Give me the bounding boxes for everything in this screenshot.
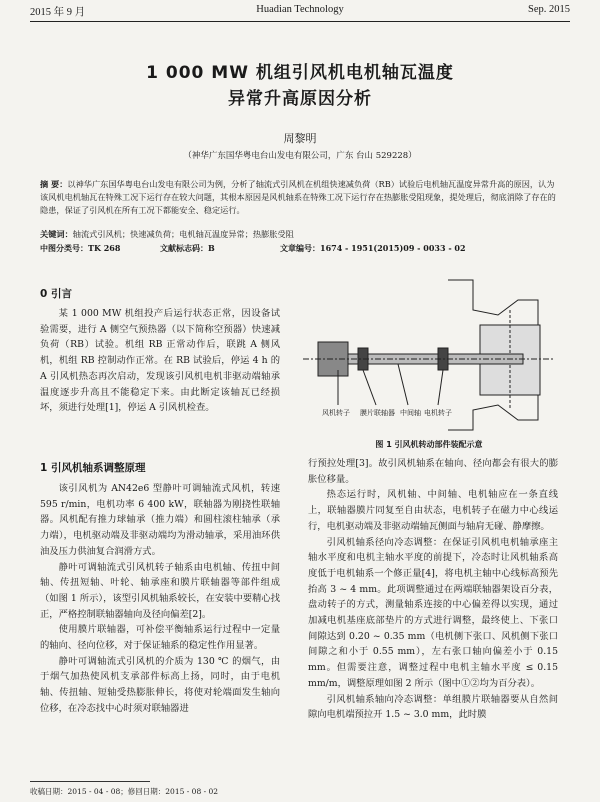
- thermal-expansion-paragraph: 静叶可调轴流式引风机的介质为 130 ℃ 的烟气，由于烟气加热使风机支承部件标高上扬，同时，由于电机轴、传扭轴、短轴受热膨胀伸长，将使对轮端面发生轴向位移，在冷态找中心时须对联轴器进: [40, 655, 280, 714]
- keywords-label: 关键词：: [40, 229, 73, 239]
- paper-title-line-2: 异常升高原因分析: [228, 89, 372, 109]
- header-date-en: Sep. 2015: [528, 4, 570, 15]
- left-column-section-1: [40, 481, 280, 717]
- figure-1-caption: 图 1 引风机转动部件装配示意: [375, 440, 483, 449]
- abstract: [40, 178, 558, 217]
- leader-line-4: [438, 370, 443, 405]
- intro-paragraph: 某 1 000 MW 机组投产后运行状态正常，因设备试验需要，进行 A 侧空气预热器（以下简称空预器）快速减负荷（RB）试验。机组 RB 正常动作后，联跳 A 侧风机，机组 RB 控制动作正常。在 RB 试验后，停运 4 h 的 A 引风机热态再次启动，发现该引风机电机非驱动端轴承温度逐步升高且不能稳定下来。由此断定该轴瓦已经损坏，须进行处理[1]，停运 A 引风机检查。: [40, 308, 280, 414]
- paper-title-line-1: 1 000 MW 机组引风机电机轴瓦温度: [146, 63, 454, 83]
- radial-adjustment-paragraph: 引风机轴系径向冷态调整：在保证引风机电机轴承座主轴水平度和电机主轴水平度的前提下，冷态时让风机轴系高度低于电机轴系一个修正量[4]，将电机主轴中心线标高预先抬高 3 ~ 4 mm。此项调整通过在两端联轴器架设百分表，盘动转子的方式，测量轴系连接的中心偏差得以实现，通过加减电机基座底部垫片的方式进行调整，最终使上、下张口间隙达到 0.20 ~ 0.35 mm（电机侧下张口、风机侧下张口间隙之和小于 0.55 mm），左右张口轴向偏差小于 0.15 mm。但需要注意，调整过程中电机主轴水平度 ≤ 0.15 mm/m，调整原理如图 2 所示（图中①②均为百分表）。: [308, 536, 558, 689]
- footnote-rule: [30, 781, 150, 782]
- running-header: [30, 4, 570, 20]
- fan-spec-paragraph: 该引风机为 AN42e6 型静叶可调轴流式风机，转速 595 r/min，电机功率 6 400 kW，联轴器为刚挠性联轴器。风机配有推力球轴承（推力端）和圆柱滚柱轴承（承力端），电机驱动端及非驱动端均为滑动轴承，采用油环供油及压力供油复合润滑方式。: [40, 483, 280, 557]
- left-column: [40, 306, 280, 416]
- abstract-text: 以神华广东国华粤电台山发电有限公司为例，分析了轴流式引风机在机组快速减负荷（RB）试验后电机轴瓦温度异常升高的原因，认为该风机电机轴瓦在特殊工况下运行存在较大问题，其根本原因是风机轴系在特殊工况下运行存在热膨胀受阻现象，提处理后，彻底消除了存在的隐患，保证了引风机在所有工况下都能安全、稳定运行。: [40, 179, 556, 215]
- leader-line-2: [363, 370, 376, 405]
- preload-continuation: 行预拉处理[3]。故引风机轴系在轴向、径向都会有很大的膨胀位移量。: [308, 458, 558, 485]
- document-code: 文献标志码：B: [160, 243, 215, 253]
- header-journal: Huadian Technology: [256, 4, 344, 15]
- header-rule: [30, 21, 570, 22]
- keywords-text: 轴流式引风机；快速减负荷；电机轴瓦温度异常；热膨胀受阻: [72, 229, 294, 239]
- axial-adjustment-paragraph: 引风机轴系轴向冷态调整：单组膜片联轴器要从自然间隙向电机端预拉开 1.5 ~ 3.0 mm，此时膜: [308, 693, 558, 721]
- received-date-footnote: 收稿日期：2015 - 04 - 08；修回日期：2015 - 08 - 02: [30, 787, 219, 796]
- author-affiliation: （神华广东国华粤电台山发电有限公司，广东 台山 529228）: [183, 151, 417, 161]
- figure-label-2: 膜片联轴器: [360, 409, 395, 417]
- coupling-paragraph: 使用膜片联轴器，可补偿平衡轴系运行过程中一定量的轴向、径向位移，对于保证轴系的稳定性作用显著。: [40, 624, 280, 652]
- figure-1-assembly-diagram: [298, 270, 560, 435]
- header-date-cn: 2015 年 9 月: [30, 7, 86, 18]
- clc-number: 中图分类号：TK 268: [40, 243, 121, 253]
- keywords: [40, 228, 558, 241]
- leader-line-3: [398, 364, 408, 405]
- hot-running-paragraph: 热态运行时，风机轴、中间轴、电机轴应在一条直线上，联轴器膜片同复至自由状态，电机转子在磁力中心线运行，电机驱动端及非驱动端轴瓦侧面与轴肩无碰、静摩擦。: [308, 489, 558, 532]
- section-heading-principle: 1 引风机轴系调整原理: [40, 462, 146, 474]
- figure-label-3: 中间轴: [400, 409, 421, 417]
- author-name: 周黎明: [283, 132, 317, 145]
- figure-label-1: 风机转子: [322, 409, 350, 417]
- figure-label-4: 电机转子: [424, 409, 452, 417]
- rotor-shaft-paragraph: 静叶可调轴流式引风机转子轴系由电机轴、传扭中间轴、传扭短轴、叶轮、轴承座和膜片联轴器等部件组成（如图 1 所示），该型引风机轴系较长，在安装中要精心找正，严格控制联轴器轴向及径向偏差[2]。: [40, 561, 280, 620]
- right-column: [308, 456, 558, 723]
- article-number: 文章编号：1674 - 1951(2015)09 - 0033 - 02: [280, 243, 466, 253]
- abstract-label: 摘 要：: [40, 179, 68, 189]
- section-heading-introduction: 0 引言: [40, 288, 72, 300]
